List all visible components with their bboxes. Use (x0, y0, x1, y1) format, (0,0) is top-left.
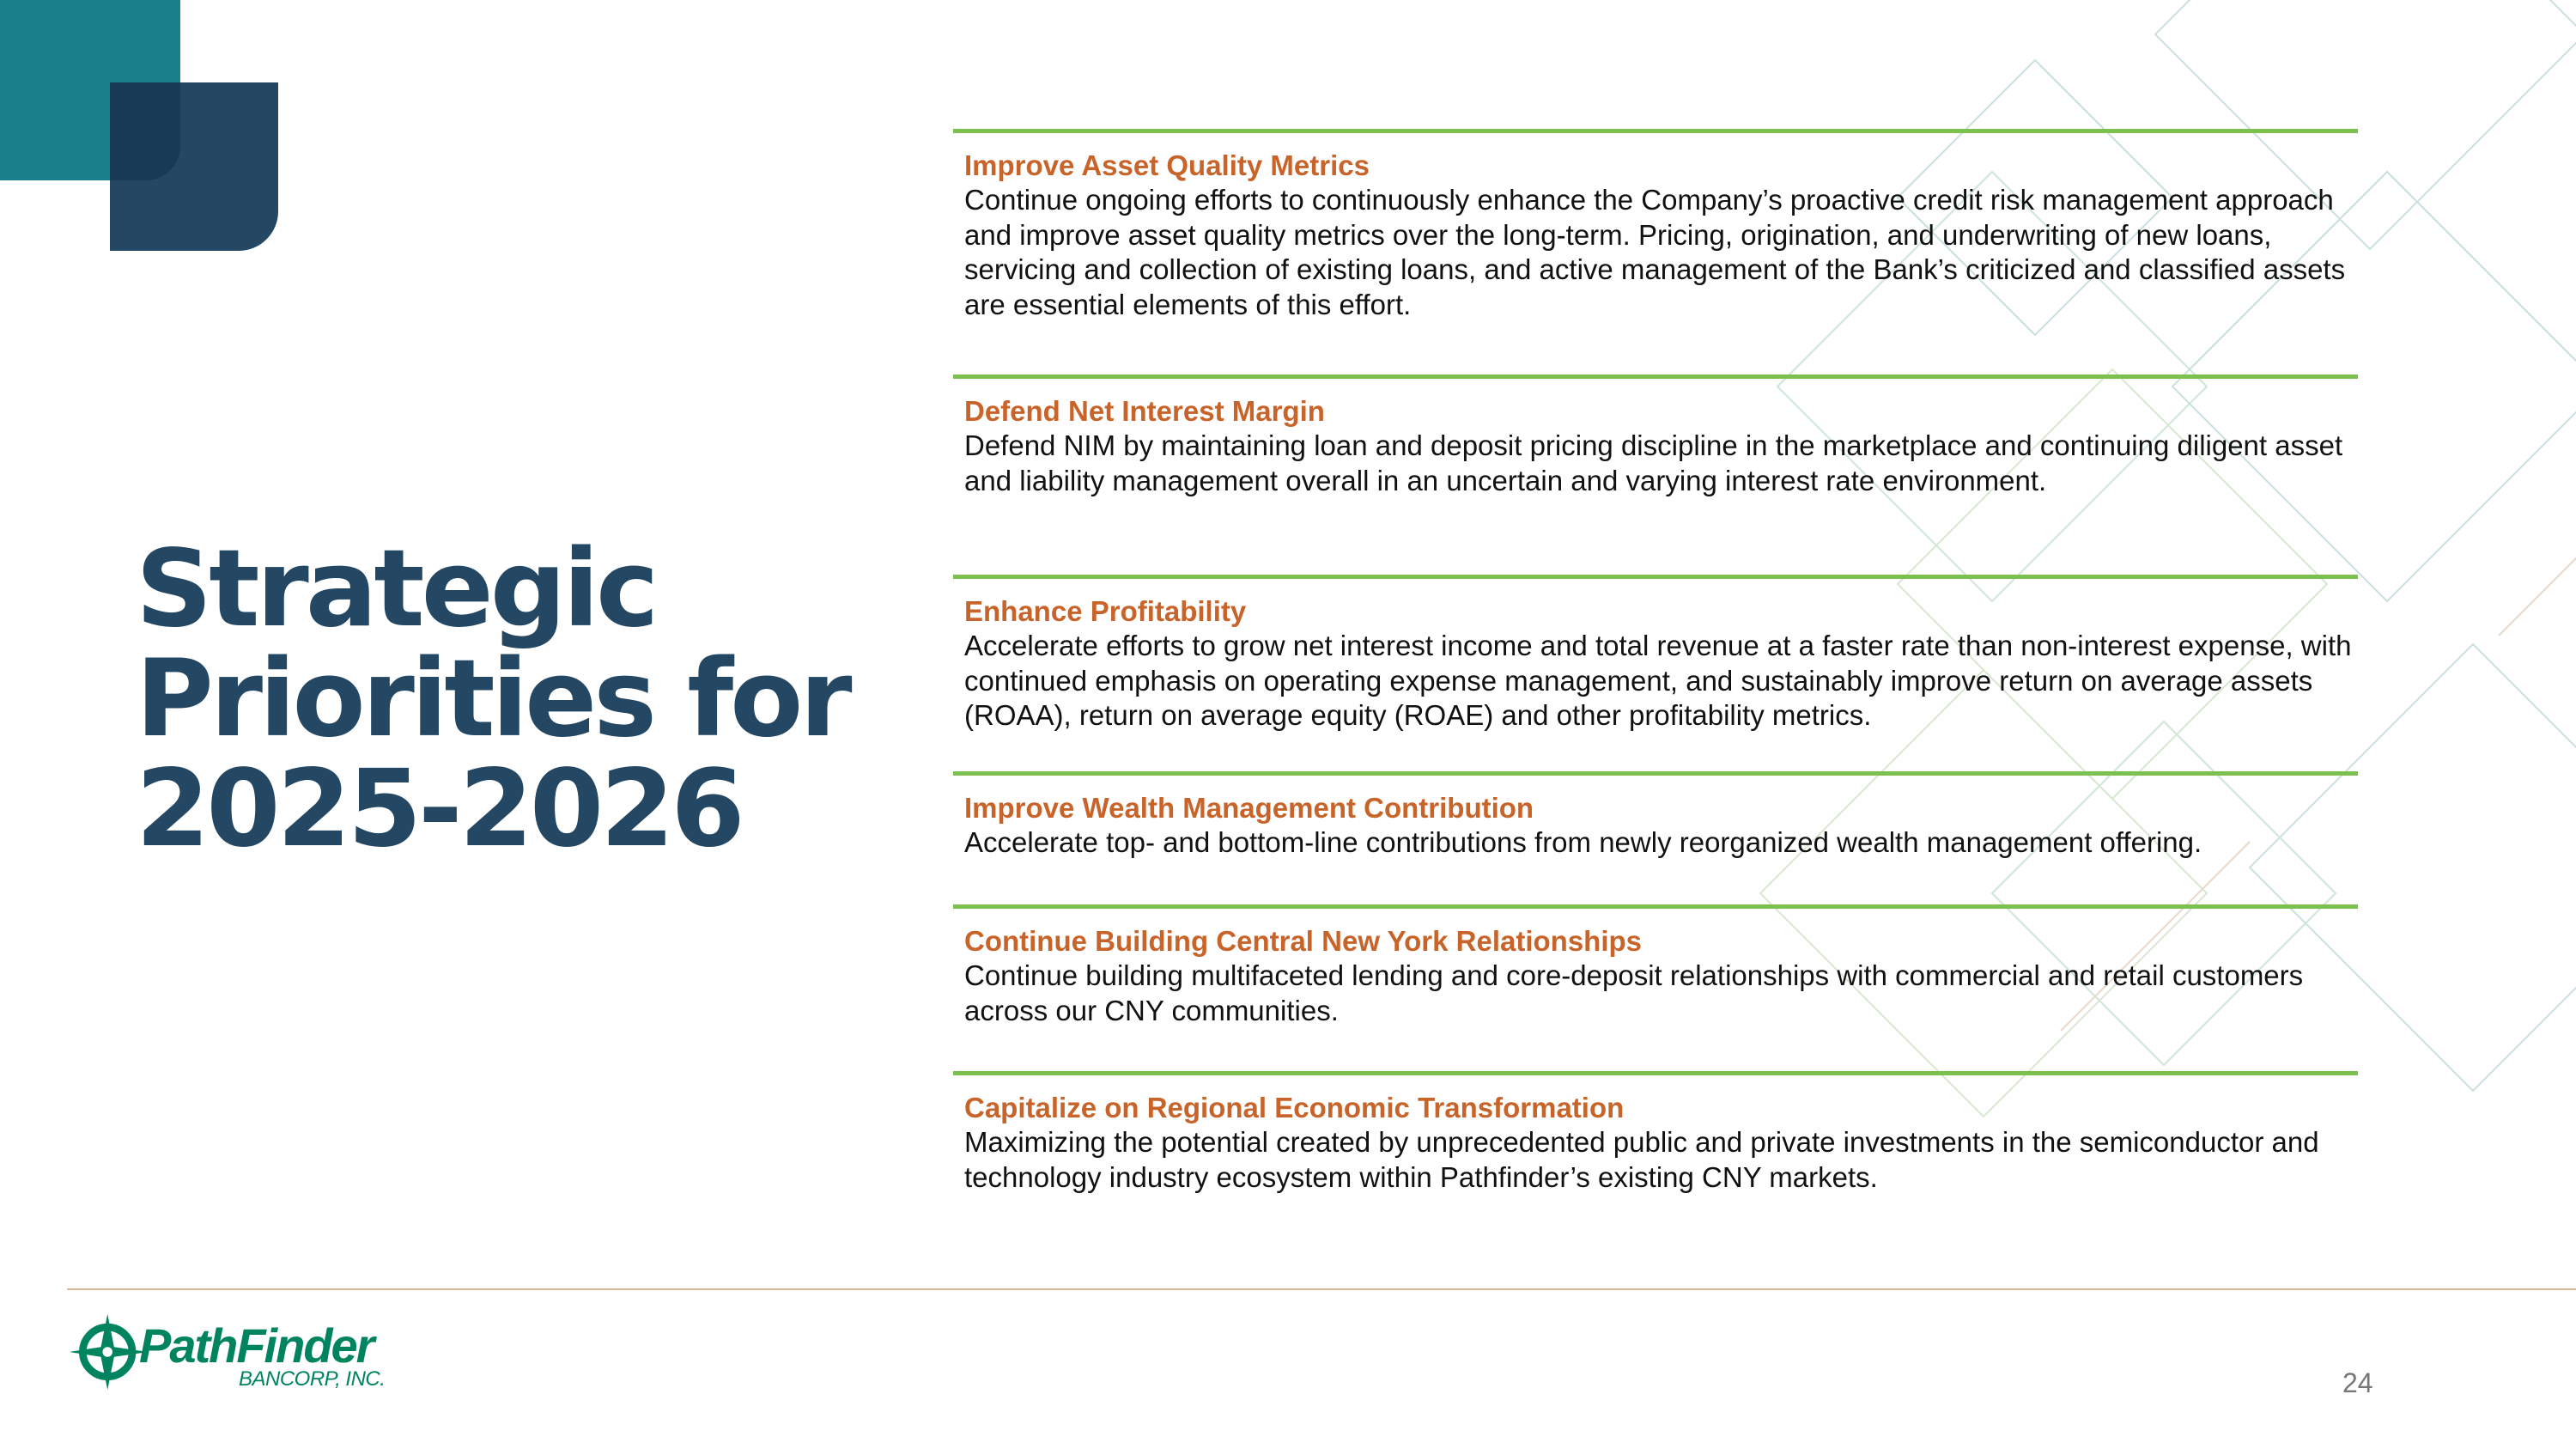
priority-wealth-management (953, 771, 2358, 861)
priority-heading: Capitalize on Regional Economic Transformation (964, 1092, 1625, 1123)
page-number: 24 (2342, 1367, 2373, 1398)
priority-heading: Enhance Profitability (964, 595, 1247, 627)
pathfinder-logo (70, 1306, 414, 1391)
priority-net-interest-margin (953, 374, 2358, 498)
priority-heading: Improve Asset Quality Metrics (964, 149, 1370, 181)
priority-body: Continue building multifaceted lending and core-deposit relationships with commercial and retail customers across our CNY communities. (964, 959, 2304, 1026)
title-line-1: Strategic (136, 527, 656, 651)
priority-body: Continue ongoing efforts to continuously enhance the Company’s proactive credit risk management approach and improve asset quality metrics over the long-term. Pricing, origination, and underwriting of new loans, servicing and collection of existing loans, and active management of the Bank’s criticized and classified assets are essential elements of this effort. (964, 184, 2346, 320)
priority-body: Maximizing the potential created by unprecedented public and private investments in the semiconductor and technology industry ecosystem within Pathfinder’s existing CNY markets. (964, 1126, 2319, 1193)
title-line-3: 2025-2026 (136, 747, 742, 871)
priority-heading: Continue Building Central New York Relationships (964, 925, 1643, 957)
priority-cny-relationships (953, 904, 2358, 1028)
footer-divider (67, 1288, 2576, 1290)
priority-body: Accelerate efforts to grow net interest income and total revenue at a faster rate than non-interest expense, with continued emphasis on operating expense management, and sustainably improve return on average assets (ROAA), return on average equity (ROAE) and other profitability metrics. (964, 630, 2352, 731)
priority-regional-transformation (953, 1071, 2358, 1195)
priority-profitability (953, 575, 2358, 734)
slide-title (136, 527, 874, 871)
title-line-2: Priorities for (136, 637, 849, 761)
priority-body: Defend NIM by maintaining loan and deposit pricing discipline in the marketplace and continuing diligent asset and liability management overall in an uncertain and varying interest rate environment. (964, 429, 2343, 496)
priority-heading: Defend Net Interest Margin (964, 395, 1325, 427)
logo-name: PathFinder (139, 1318, 374, 1373)
decorative-overlap-square (110, 82, 180, 180)
priority-body: Accelerate top- and bottom-line contributions from newly reorganized wealth management offering. (964, 826, 2202, 858)
logo-subtitle: BANCORP, INC. (239, 1367, 386, 1391)
priority-heading: Improve Wealth Management Contribution (964, 792, 1534, 824)
priority-asset-quality (953, 129, 2358, 322)
